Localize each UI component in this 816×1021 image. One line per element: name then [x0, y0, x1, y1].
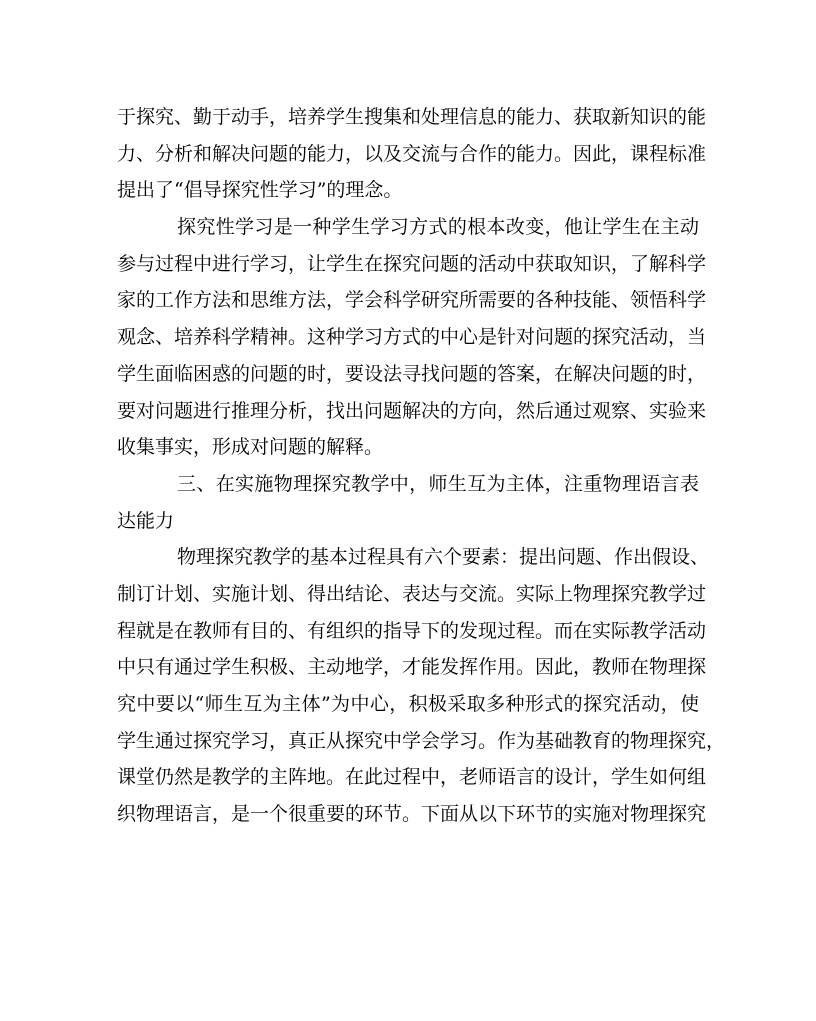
text-line: 中只有通过学生积极、主动地学，才能发挥作用。因此，教师在物理探 — [117, 656, 707, 679]
text-line: 力、分析和解决问题的能力，以及交流与合作的能力。因此，课程标准 — [117, 142, 707, 165]
text-line: 学生通过探究学习，真正从探究中学会学习。作为基础教育的物理探究， — [117, 729, 726, 752]
text-line: 学生面临困惑的问题的时，要设法寻找问题的答案，在解决问题的时， — [117, 362, 707, 385]
text-line: 织物理语言，是一个很重要的环节。下面从以下环节的实施对物理探究 — [117, 803, 707, 826]
text-line: 程就是在教师有目的、有组织的指导下的发现过程。而在实际教学活动 — [117, 619, 707, 642]
text-line: 三、在实施物理探究教学中，师生互为主体，注重物理语言表 — [177, 472, 699, 495]
text-line: 提出了“倡导探究性学习”的理念。 — [117, 179, 403, 202]
document-page — [117, 99, 726, 833]
text-line: 课堂仍然是教学的主阵地。在此过程中，老师语言的设计，学生如何组 — [117, 766, 707, 789]
section-heading-3 — [117, 466, 699, 539]
text-line: 收集事实，形成对问题的解释。 — [117, 436, 384, 459]
text-line: 于探究、勤于动手，培养学生搜集和处理信息的能力、获取新知识的能 — [117, 106, 707, 128]
text-line: 家的工作方法和思维方法，学会科学研究所需要的各种技能、领悟科学 — [117, 289, 707, 312]
paragraph-4 — [117, 539, 726, 833]
text-line: 观念、培养科学精神。这种学习方式的中心是针对问题的探究活动，当 — [117, 326, 707, 349]
text-line: 要对问题进行推理分析，找出问题解决的方向，然后通过观察、实验来 — [117, 399, 707, 422]
text-line: 参与过程中进行学习，让学生在探究问题的活动中获取知识，了解科学 — [117, 252, 707, 275]
text-line: 达能力 — [117, 509, 175, 532]
text-line: 究中要以“师生互为主体”为中心，积极采取多种形式的探究活动，使 — [117, 693, 699, 715]
paragraph-2 — [117, 209, 707, 466]
paragraph-1 — [117, 99, 707, 209]
text-line: 物理探究教学的基本过程具有六个要素：提出问题、作出假设、 — [177, 546, 710, 569]
text-line: 探究性学习是一种学生学习方式的根本改变，他让学生在主动 — [177, 216, 699, 239]
text-line: 制订计划、实施计划、得出结论、表达与交流。实际上物理探究教学过 — [117, 582, 707, 605]
